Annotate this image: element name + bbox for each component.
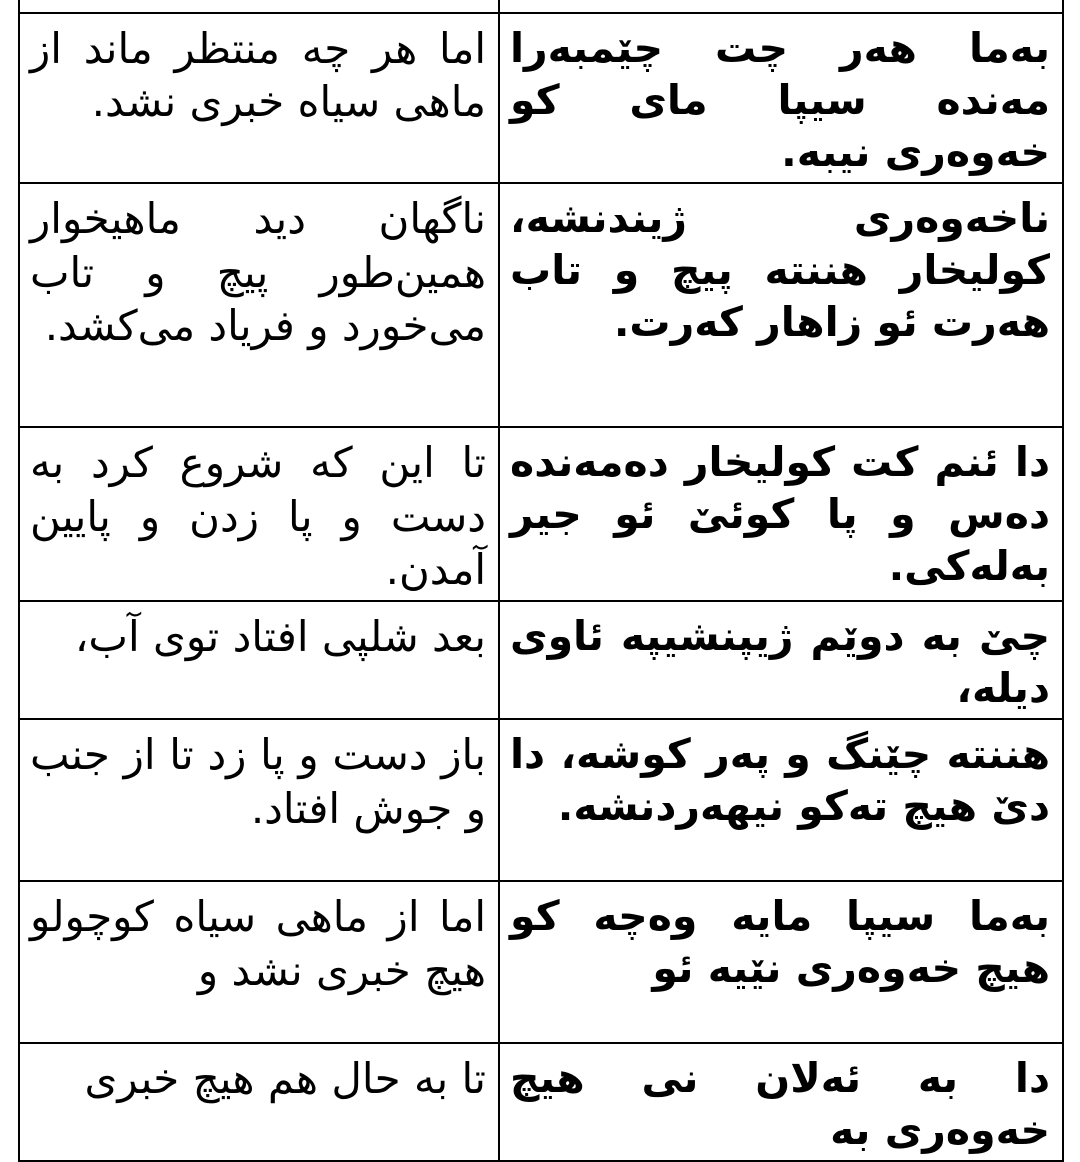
table-row <box>19 719 1063 881</box>
table-row <box>19 881 1063 1043</box>
persian-cell: بعد شلپی افتاد توی آب، <box>19 601 499 719</box>
kurdish-cell: ناخەوەری ژیندنشە، کولیخار هننتە پیچ و تاب هەرت ئو زاهار کەرت. <box>499 183 1063 427</box>
table-row <box>19 183 1063 427</box>
kurdish-cell: چێ بە دوێم ژیپنشیپە ئاوی دیلە، <box>499 601 1063 719</box>
table-row <box>19 427 1063 601</box>
kurdish-cell: بەما سیپا مایە وەچە کو هیچ خەوەری نێیە ئو <box>499 881 1063 1043</box>
kurdish-cell: بەما هەر چت چێمبەرا مەندە سیپا مای کو خەوەری نیبە. <box>499 13 1063 183</box>
table-row <box>19 601 1063 719</box>
kurdish-cell: دا ئنم کت کولیخار دەمەندە دەس و پا کوئێ ئو جیر بەلەکی. <box>499 427 1063 601</box>
bilingual-text-table <box>18 0 1064 1162</box>
kurdish-cell <box>499 0 1063 13</box>
persian-cell: تا این که شروع کرد به دست و پا زدن و پایین آمدن. <box>19 427 499 601</box>
kurdish-cell: هننتە چێنگ و پەر کوشە، دا دێ هیچ تەکو نیهەردنشە. <box>499 719 1063 881</box>
table-row <box>19 13 1063 183</box>
persian-cell <box>19 0 499 13</box>
table-row <box>19 1043 1063 1161</box>
persian-cell: اما از ماهی سیاه کوچولو هیچ خبری نشد و <box>19 881 499 1043</box>
persian-cell: ناگهان دید ماهیخوار همین‌طور پیچ و تاب می‌خورد و فریاد می‌کشد. <box>19 183 499 427</box>
kurdish-cell: دا بە ئەلان نی هیچ خەوەری بە <box>499 1043 1063 1161</box>
persian-cell: اما هر چه منتظر ماند از ماهی سیاه خبری نشد. <box>19 13 499 183</box>
persian-cell: تا به حال هم هیچ خبری <box>19 1043 499 1161</box>
table-row <box>19 0 1063 13</box>
persian-cell: باز دست و پا زد تا از جنب و جوش افتاد. <box>19 719 499 881</box>
